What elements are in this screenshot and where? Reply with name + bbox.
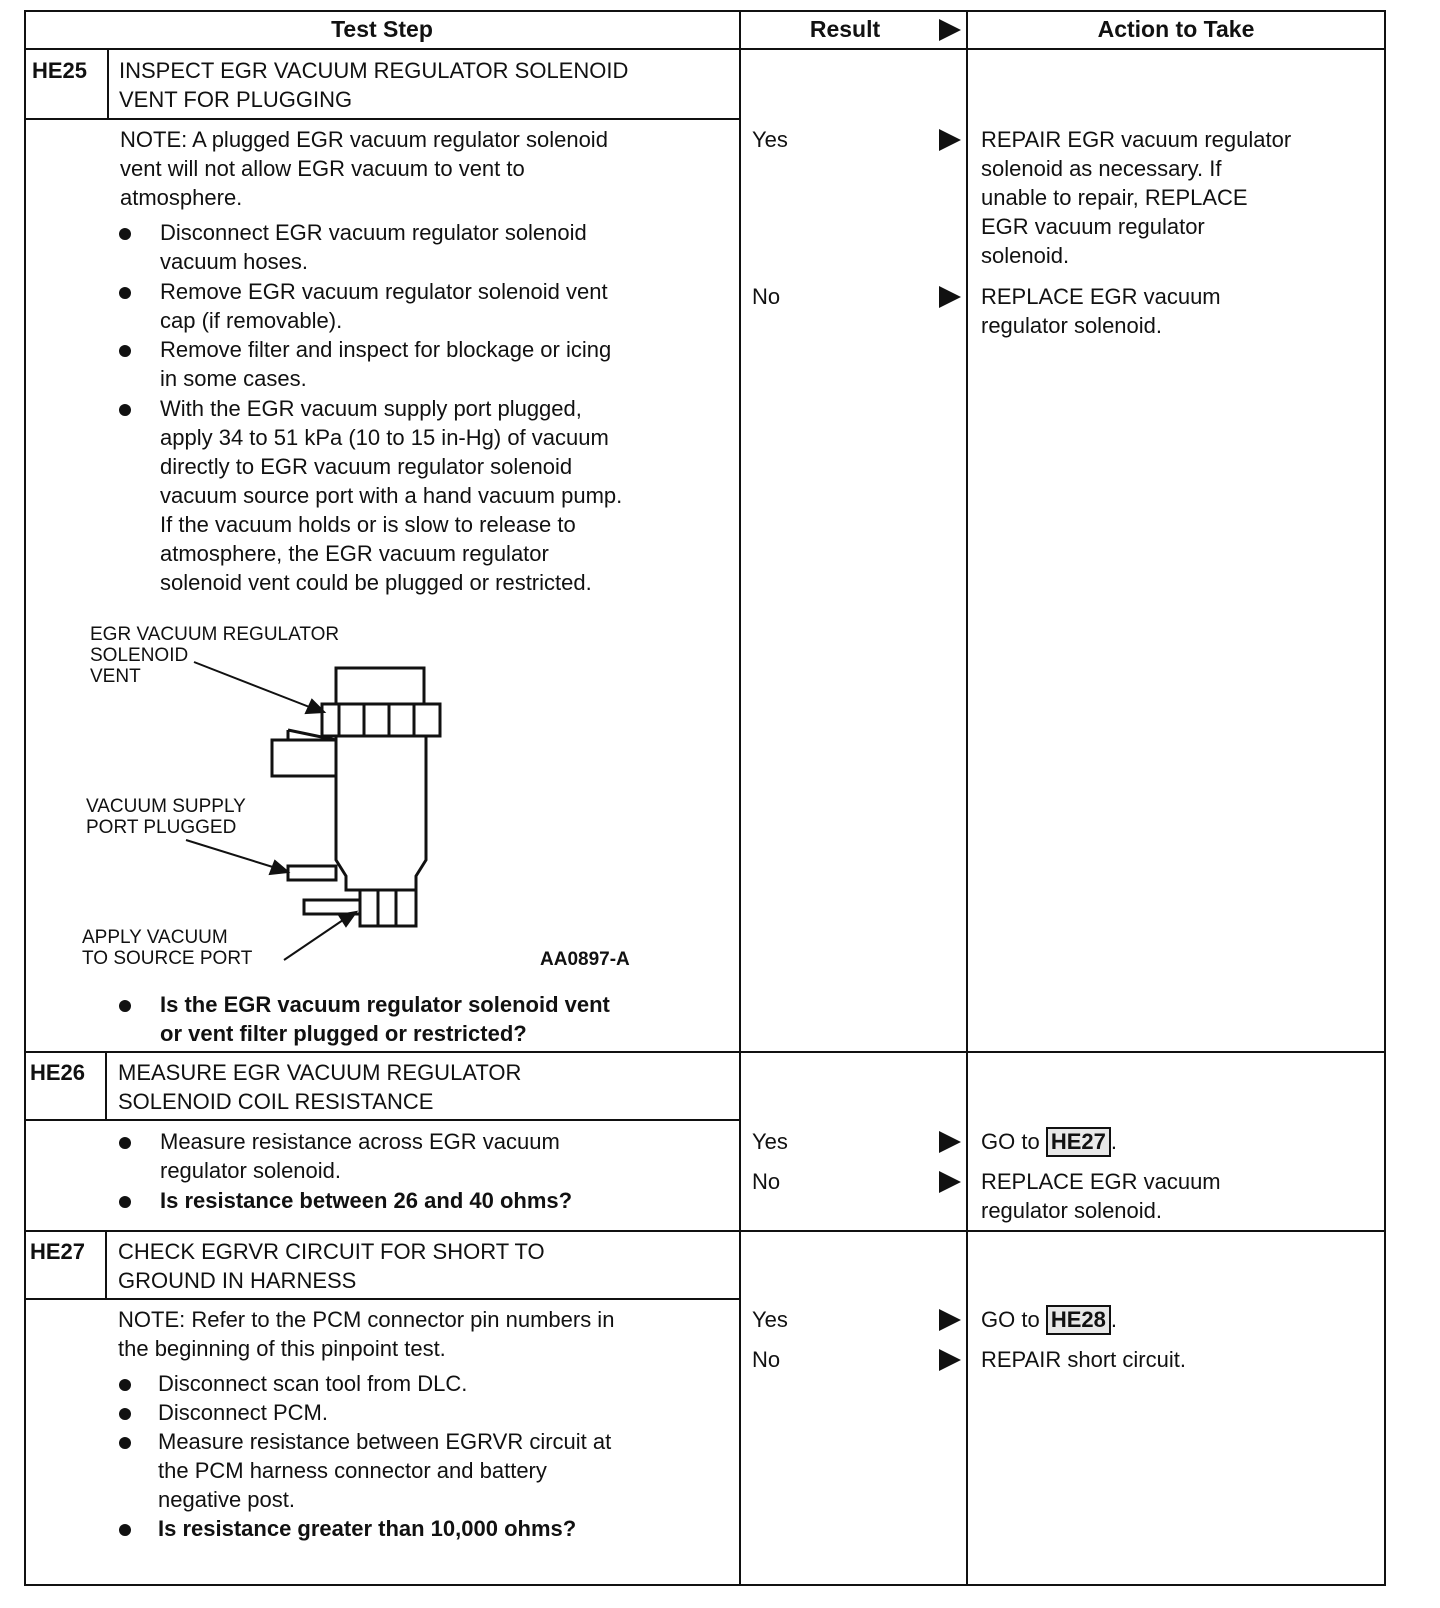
arrow-icon <box>939 129 961 151</box>
result-no: No <box>752 1169 781 1194</box>
step-number: HE25 <box>32 58 88 83</box>
header-action: Action to Take <box>1097 16 1255 42</box>
step-box-divider <box>105 1051 107 1121</box>
note-line: vent will not allow EGR vacuum to vent to <box>120 156 525 181</box>
figure-code: AA0897-A <box>540 949 630 970</box>
diagnostic-table <box>24 10 1386 1586</box>
header-test-step: Test Step <box>331 16 433 42</box>
result-no: No <box>752 1347 781 1372</box>
step-number: HE27 <box>30 1239 86 1264</box>
action-suffix: . <box>1110 1307 1117 1332</box>
action-line: unable to repair, REPLACE <box>981 185 1248 210</box>
bullet-text: Measure resistance across EGR vacuum <box>160 1129 560 1154</box>
action-line: EGR vacuum regulator <box>981 214 1205 239</box>
figure-label-vent: SOLENOID <box>90 645 189 666</box>
action-line <box>981 1127 1117 1157</box>
bullet-text: regulator solenoid. <box>160 1158 342 1183</box>
solenoid-figure <box>74 620 714 1000</box>
table-border-top <box>24 10 1386 12</box>
step-box-bottom <box>24 1298 740 1300</box>
bullet-text: Remove EGR vacuum regulator solenoid vent <box>160 279 608 304</box>
bullet-text: cap (if removable). <box>160 308 343 333</box>
column-divider-action <box>966 10 968 1586</box>
bullet-text: solenoid vent could be plugged or restricted. <box>160 570 592 595</box>
figure-label-vent: VENT <box>90 666 141 687</box>
bullet-icon <box>119 1437 131 1449</box>
step-title-line: INSPECT EGR VACUUM REGULATOR SOLENOID <box>119 58 629 83</box>
step-title-line: VENT FOR PLUGGING <box>119 87 353 112</box>
arrow-icon <box>939 1309 961 1331</box>
bullet-text: Disconnect EGR vacuum regulator solenoid <box>160 220 587 245</box>
action-prefix: GO to <box>981 1129 1040 1154</box>
bullet-text: With the EGR vacuum supply port plugged, <box>160 396 582 421</box>
bullet-icon <box>119 1000 131 1012</box>
action-line <box>981 1305 1117 1335</box>
action-line: REPLACE EGR vacuum <box>981 1169 1221 1194</box>
row-divider-he26 <box>24 1051 1386 1053</box>
question-text: Is the EGR vacuum regulator solenoid vent <box>160 992 610 1017</box>
note-line: NOTE: Refer to the PCM connector pin numbers in <box>118 1307 615 1332</box>
header-result: Result <box>809 16 881 42</box>
step-reference-link[interactable]: HE28 <box>1046 1305 1111 1335</box>
question-text: Is resistance between 26 and 40 ohms? <box>160 1188 573 1213</box>
step-title-line: SOLENOID COIL RESISTANCE <box>118 1089 434 1114</box>
header-arrow-icon <box>939 19 961 41</box>
bullet-icon <box>119 1408 131 1420</box>
figure-label-apply: APPLY VACUUM <box>82 927 228 948</box>
bullet-text: vacuum hoses. <box>160 249 308 274</box>
question-text: or vent filter plugged or restricted? <box>160 1021 527 1046</box>
header-divider <box>24 48 1386 50</box>
result-no: No <box>752 284 781 309</box>
action-line: REPAIR EGR vacuum regulator <box>981 127 1292 152</box>
step-box-bottom <box>24 1119 740 1121</box>
bullet-icon <box>119 287 131 299</box>
step-number: HE26 <box>30 1060 86 1085</box>
result-yes: Yes <box>752 127 788 152</box>
step-box-divider <box>107 48 109 120</box>
figure-label-apply: TO SOURCE PORT <box>82 948 253 969</box>
arrow-icon <box>939 1349 961 1371</box>
bullet-text: negative post. <box>158 1487 295 1512</box>
action-line: solenoid. <box>981 243 1070 268</box>
bullet-text: atmosphere, the EGR vacuum regulator <box>160 541 549 566</box>
result-yes: Yes <box>752 1129 788 1154</box>
bullet-text: Disconnect PCM. <box>158 1400 328 1425</box>
table-border-right <box>1384 10 1386 1586</box>
table-border-left <box>24 10 26 1586</box>
figure-label-supply: PORT PLUGGED <box>86 817 237 838</box>
bullet-text: in some cases. <box>160 366 307 391</box>
bullet-text: directly to EGR vacuum regulator solenoid <box>160 454 573 479</box>
bullet-text: If the vacuum holds or is slow to release to <box>160 512 576 537</box>
action-suffix: . <box>1110 1129 1117 1154</box>
bullet-icon <box>119 1137 131 1149</box>
row-divider-he27 <box>24 1230 1386 1232</box>
bullet-icon <box>119 404 131 416</box>
bullet-icon <box>119 1379 131 1391</box>
note-line: the beginning of this pinpoint test. <box>118 1336 446 1361</box>
column-divider-result <box>739 10 741 1586</box>
arrow-icon <box>939 286 961 308</box>
step-title-line: CHECK EGRVR CIRCUIT FOR SHORT TO <box>118 1239 545 1264</box>
action-prefix: GO to <box>981 1307 1040 1332</box>
step-box-divider <box>105 1230 107 1300</box>
result-yes: Yes <box>752 1307 788 1332</box>
bullet-icon <box>119 345 131 357</box>
bullet-icon <box>119 1524 131 1536</box>
supply-port <box>288 866 336 880</box>
table-border-bottom <box>24 1584 1386 1586</box>
arrow-icon <box>939 1171 961 1193</box>
bullet-text: vacuum source port with a hand vacuum pump. <box>160 483 623 508</box>
bullet-text: Disconnect scan tool from DLC. <box>158 1371 468 1396</box>
action-line: REPAIR short circuit. <box>981 1347 1186 1372</box>
vent-cap <box>336 668 424 704</box>
action-line: solenoid as necessary. If <box>981 156 1222 181</box>
action-line: regulator solenoid. <box>981 313 1163 338</box>
step-title-line: GROUND IN HARNESS <box>118 1268 357 1293</box>
note-line: atmosphere. <box>120 185 243 210</box>
figure-label-supply: VACUUM SUPPLY <box>86 796 246 817</box>
bullet-text: Remove filter and inspect for blockage or icing <box>160 337 612 362</box>
action-line: REPLACE EGR vacuum <box>981 284 1221 309</box>
bullet-text: the PCM harness connector and battery <box>158 1458 547 1483</box>
question-text: Is resistance greater than 10,000 ohms? <box>158 1516 577 1541</box>
port-block <box>360 890 416 926</box>
step-box-bottom <box>24 118 740 120</box>
figure-label-vent: EGR VACUUM REGULATOR <box>90 624 340 645</box>
bullet-text: apply 34 to 51 kPa (10 to 15 in-Hg) of vacuum <box>160 425 609 450</box>
solenoid-drawing <box>74 620 714 1000</box>
bullet-text: Measure resistance between EGRVR circuit at <box>158 1429 612 1454</box>
action-line: regulator solenoid. <box>981 1198 1163 1223</box>
bullet-icon <box>119 228 131 240</box>
electrical-connector <box>272 740 336 776</box>
step-title-line: MEASURE EGR VACUUM REGULATOR <box>118 1060 522 1085</box>
arrow-icon <box>939 1131 961 1153</box>
note-line: NOTE: A plugged EGR vacuum regulator solenoid <box>120 127 608 152</box>
bullet-icon <box>119 1196 131 1208</box>
step-reference-link[interactable]: HE27 <box>1046 1127 1111 1157</box>
solenoid-body <box>336 736 426 890</box>
